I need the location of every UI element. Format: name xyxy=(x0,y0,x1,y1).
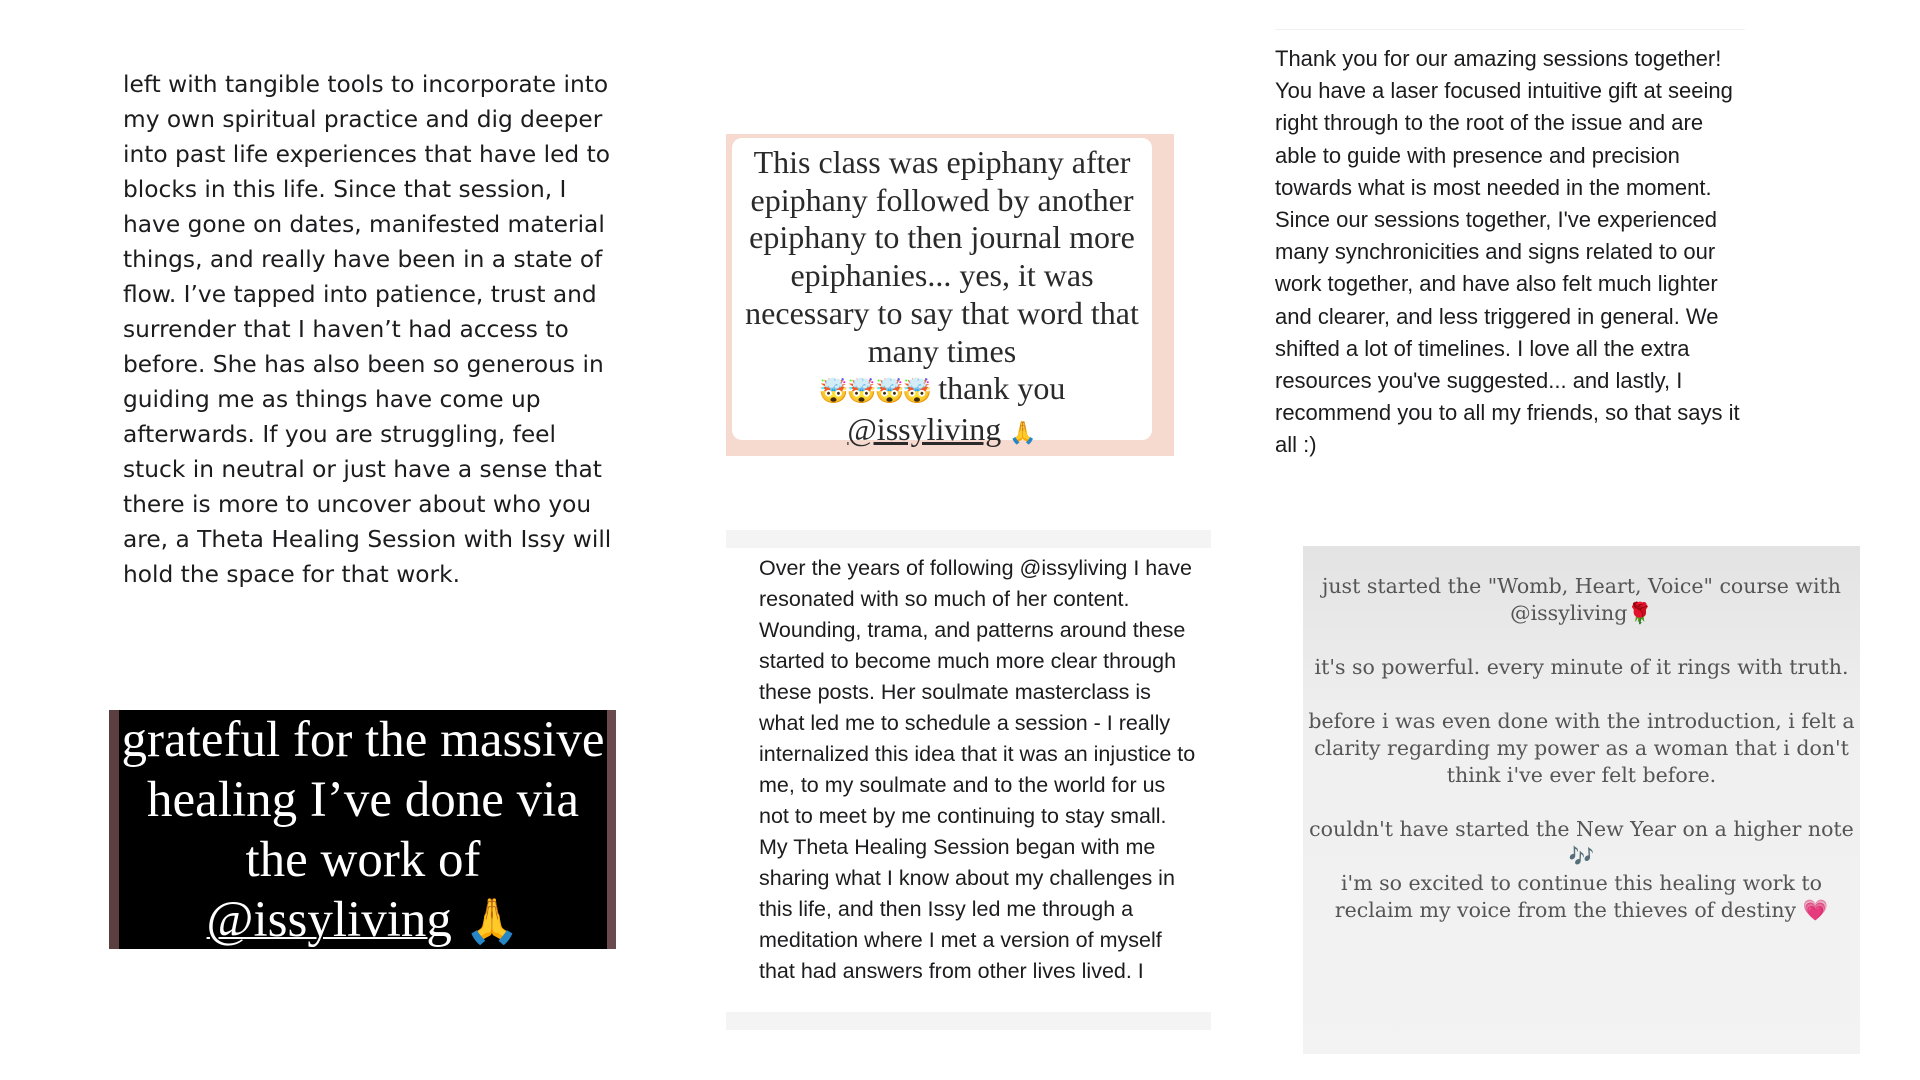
womb-paragraph-4 xyxy=(1303,816,1860,924)
grateful-handle: @issyliving xyxy=(206,892,452,948)
epiphany-card-inner xyxy=(732,138,1152,447)
testimonial-grateful-card xyxy=(109,710,616,949)
epiphany-text: This class was epiphany after epiphany followed by another epiphany to then journal more epiphanies... yes, it was necessary to say that word that many times xyxy=(745,144,1139,369)
praying-hands-icon: 🙏 xyxy=(1009,420,1037,446)
womb-paragraph-2: it's so powerful. every minute of it rings with truth. xyxy=(1314,655,1849,679)
testimonial-left xyxy=(123,67,613,592)
card-edge-left xyxy=(109,710,119,949)
testimonial-middle-inner xyxy=(726,548,1211,1012)
testimonial-womb-card xyxy=(1303,546,1860,1054)
womb-p4b-text: i'm so excited to continue this healing work to reclaim my voice from the thieves of destiny xyxy=(1334,871,1822,922)
grateful-card-body xyxy=(119,710,607,949)
epiphany-handle: @issyliving xyxy=(847,410,1002,447)
womb-p4a-text: couldn't have started the New Year on a higher note xyxy=(1309,817,1854,841)
womb-paragraph-3: before i was even done with the introduction, i felt a clarity regarding my power as a woman that i don't think i've ever felt before. xyxy=(1308,709,1855,787)
mind-blown-emoji-icon: 🤯🤯🤯🤯 xyxy=(818,377,931,406)
heart-icon: 💗 xyxy=(1802,898,1829,922)
testimonial-epiphany-card xyxy=(726,134,1174,456)
grateful-text: grateful for the massive healing I’ve done via the work of xyxy=(121,712,605,888)
testimonial-right xyxy=(1275,29,1745,462)
testimonial-middle xyxy=(726,530,1211,1030)
womb-paragraph-1 xyxy=(1303,573,1860,627)
card-edge-right xyxy=(607,710,616,949)
testimonial-right-text: Thank you for our amazing sessions together! You have a laser focused intuitive gift at seeing right through to the root of the issue and are able to guide with presence and precision towards what is most needed in the moment. Since our sessions together, I've experienced many synchronicities and signs related to our work together, and have also felt much lighter and clearer, and less triggered in general. We shifted a lot of timelines. I love all the extra resources you've suggested... and lastly, I recommend you to all my friends, so that says it all :) xyxy=(1275,46,1740,458)
womb-p1-text: just started the "Womb, Heart, Voice" course with @issyliving xyxy=(1322,574,1841,625)
grateful-card-text xyxy=(119,710,607,949)
epiphany-thanks: thank you xyxy=(938,370,1066,407)
rose-icon: 🌹 xyxy=(1627,601,1653,625)
testimonial-left-text: left with tangible tools to incorporate into my own spiritual practice and dig deeper into past life experiences that have led to blocks in this life. Since that session, I have gone on dates, manifested material things, and really have been in a state of flow. I’ve tapped into patience, trust and surrender that I haven’t had access to before. She has also been so generous in guiding me as things have come up afterwards. If you are struggling, feel stuck in neutral or just have a sense that there is more to uncover about who you are, a Theta Healing Session with Issy will hold the space for that work. xyxy=(123,71,612,588)
epiphany-card-text xyxy=(740,144,1144,453)
praying-hands-icon: 🙏 xyxy=(464,896,520,947)
music-notes-icon: 🎶 xyxy=(1568,844,1595,868)
testimonial-middle-text: Over the years of following @issyliving I have resonated with so much of her content. Wounding, trama, and patterns around these started to become much more clear through these posts. Her soulmate masterclass is what led me to schedule a session - I really internalized this idea that it was an injustice to me, to my soulmate and to the world for us not to meet by me continuing to stay small. My Theta Healing Session began with me sharing what I know about my challenges in this life, and then Issy led me through a meditation where I met a version of myself that had answers from other lives lived. I xyxy=(759,556,1196,983)
